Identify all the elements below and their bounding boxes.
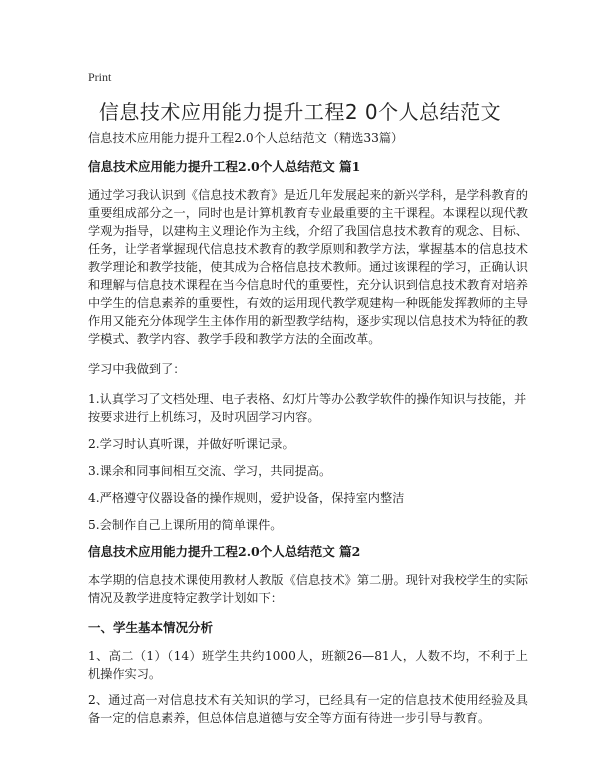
section-heading-1: 信息技术应用能力提升工程2.0个人总结范文 篇1 <box>88 159 361 174</box>
print-link[interactable]: Print <box>88 70 112 84</box>
list-item: 2.学习时认真听课，并做好听课记录。 <box>88 437 295 451</box>
list-item: 2、通过高一对信息技术有关知识的学习，已经具有一定的信息技术使用经验及具备一定的信息素养，但总体信息道德与安全等方面有待进一步引导与教育。 <box>88 693 528 725</box>
section1-intro: 学习中我做到了： <box>88 362 186 376</box>
list-item: 3.课余和同事间相互交流、学习，共同提高。 <box>88 464 332 478</box>
section1-paragraph: 通过学习我认识到《信息技术教育》是近几年发展起来的新兴学科，是学科教育的重要组成部分之一，同时也是计算机教育专业最重要的主干课程。本课程以现代教学观为指导，以建构主义理论作为主线，介绍了我国信息技术教育的观念、目标、任务，让学者掌握现代信息技术教育的教学原则和教学方法，掌握基本的信息技术教学理论和教学技能，使其成为合格信息技术教师。通过该课程的学习，正确认识和理解与信息技术课程在当今信息时代的重要性，充分认识到信息技术教育对培养中学生的信息素养的重要性，有效的运用现代教学观建构一种既能发挥教师的主导作用又能充分体现学生主体作用的新型教学结构，逐步实现以信息技术为特征的教学模式、教学内容、教学手段和教学方法的全面改革。 <box>88 188 528 346</box>
section2-subheading: 一、学生基本情况分析 <box>88 620 214 635</box>
page-title: 信息技术应用能力提升工程2 0个人总结范文 <box>98 100 502 124</box>
list-item: 1、高二（1）（14）班学生共约1000人，班额26—81人，人数不均，不利于上机操作实习。 <box>88 649 528 681</box>
list-item: 4.严格遵守仪器设备的操作规则，爱护设备，保持室内整洁 <box>88 491 405 505</box>
document-body <box>88 129 528 735</box>
section2-paragraph: 本学期的信息技术课使用教材人教版《信息技术》第二册。现针对我校学生的实际情况及教学进度特定教学计划如下： <box>88 573 528 605</box>
list-item: 5.会制作自己上课所用的简单课件。 <box>88 518 283 532</box>
section-heading-2: 信息技术应用能力提升工程2.0个人总结范文 篇2 <box>88 544 361 559</box>
document-subtitle: 信息技术应用能力提升工程2.0个人总结范文（精选33篇） <box>88 131 404 145</box>
list-item: 1.认真学习了文档处理、电子表格、幻灯片等办公教学软件的操作知识与技能，并按要求进行上机练习，及时巩固学习内容。 <box>88 392 527 424</box>
